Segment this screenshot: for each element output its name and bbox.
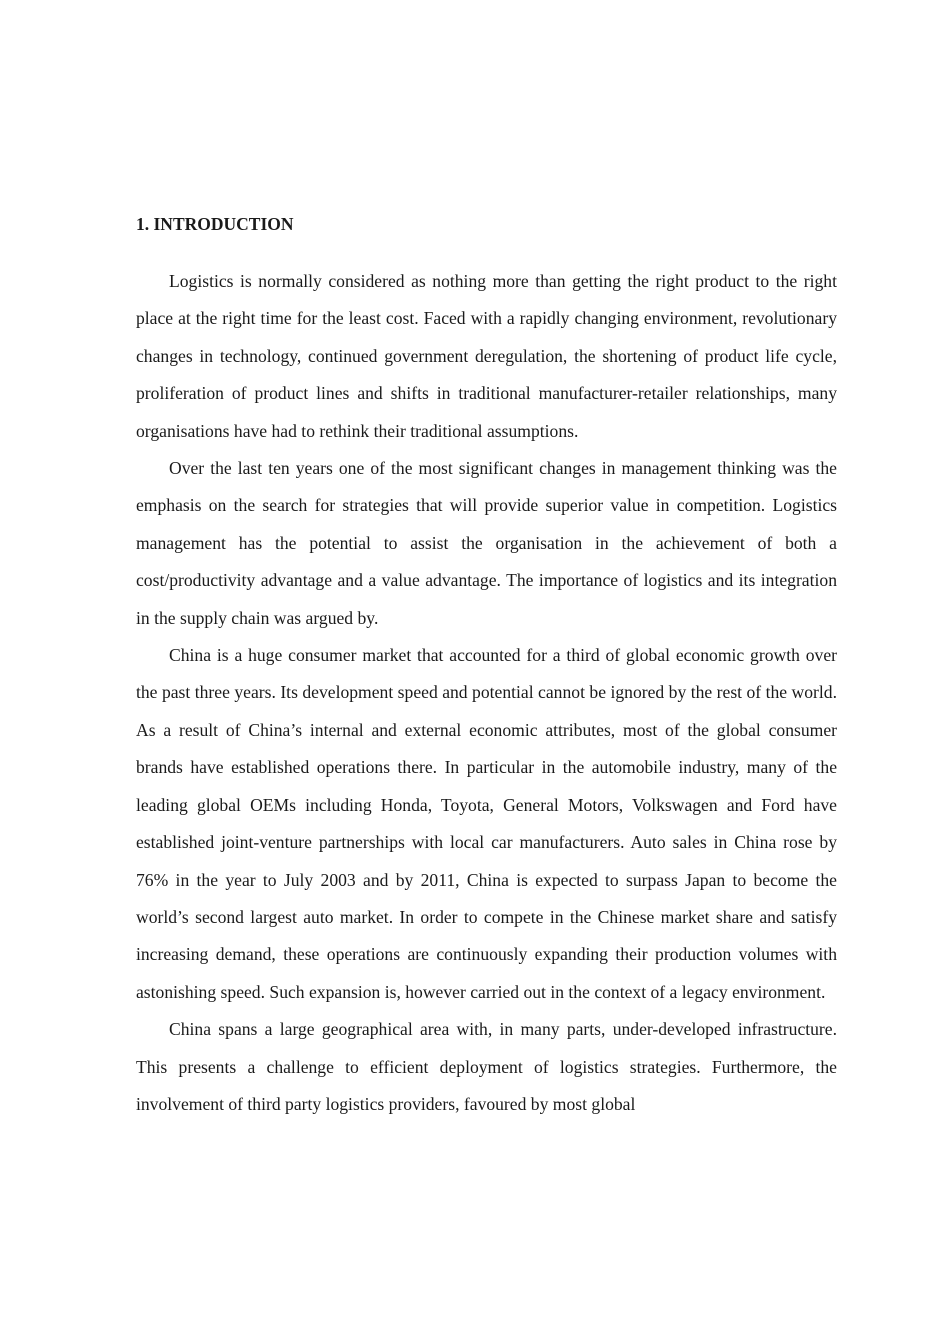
- paragraph-management-thinking: Over the last ten years one of the most significant changes in management thinking was the emphasis on the search for strategies that will provide superior value in competition. Logistics management has the potential to assist the organisation in the achievement of both a cost/productivity advantage and a value advantage. The importance of logistics and its integration in the supply chain was argued by.: [136, 458, 837, 628]
- paragraph-china-market: China is a huge consumer market that accounted for a third of global economic growth over the past three years. Its development speed and potential cannot be ignored by the rest of the world. As a result of China’s internal and external economic attributes, most of the global consumer brands have established operations there. In particular in the automobile industry, many of the leading global OEMs including Honda, Toyota, General Motors, Volkswagen and Ford have established joint-venture partnerships with local car manufacturers. Auto sales in China rose by 76% in the year to July 2003 and by 2011, China is expected to surpass Japan to become the world’s second largest auto market. In order to compete in the Chinese market share and satisfy increasing demand, these operations are continuously expanding their production volumes with astonishing speed. Such expansion is, however carried out in the context of a legacy environment.: [136, 645, 837, 1002]
- paragraph-logistics-definition: Logistics is normally considered as nothing more than getting the right product to the right place at the right time for the least cost. Faced with a rapidly changing environment, revolutionary changes in technology, continued government deregulation, the shortening of product life cycle, proliferation of product lines and shifts in traditional manufacturer-retailer relationships, many organisations have had to rethink their traditional assumptions.: [136, 271, 837, 441]
- body-text: [136, 263, 837, 1123]
- paragraph-china-geography: China spans a large geographical area with, in many parts, under-developed infrastructure. This presents a challenge to efficient deployment of logistics strategies. Furthermore, the involvement of third party logistics providers, favoured by most global: [136, 1019, 837, 1114]
- section-heading: 1. INTRODUCTION: [136, 214, 294, 234]
